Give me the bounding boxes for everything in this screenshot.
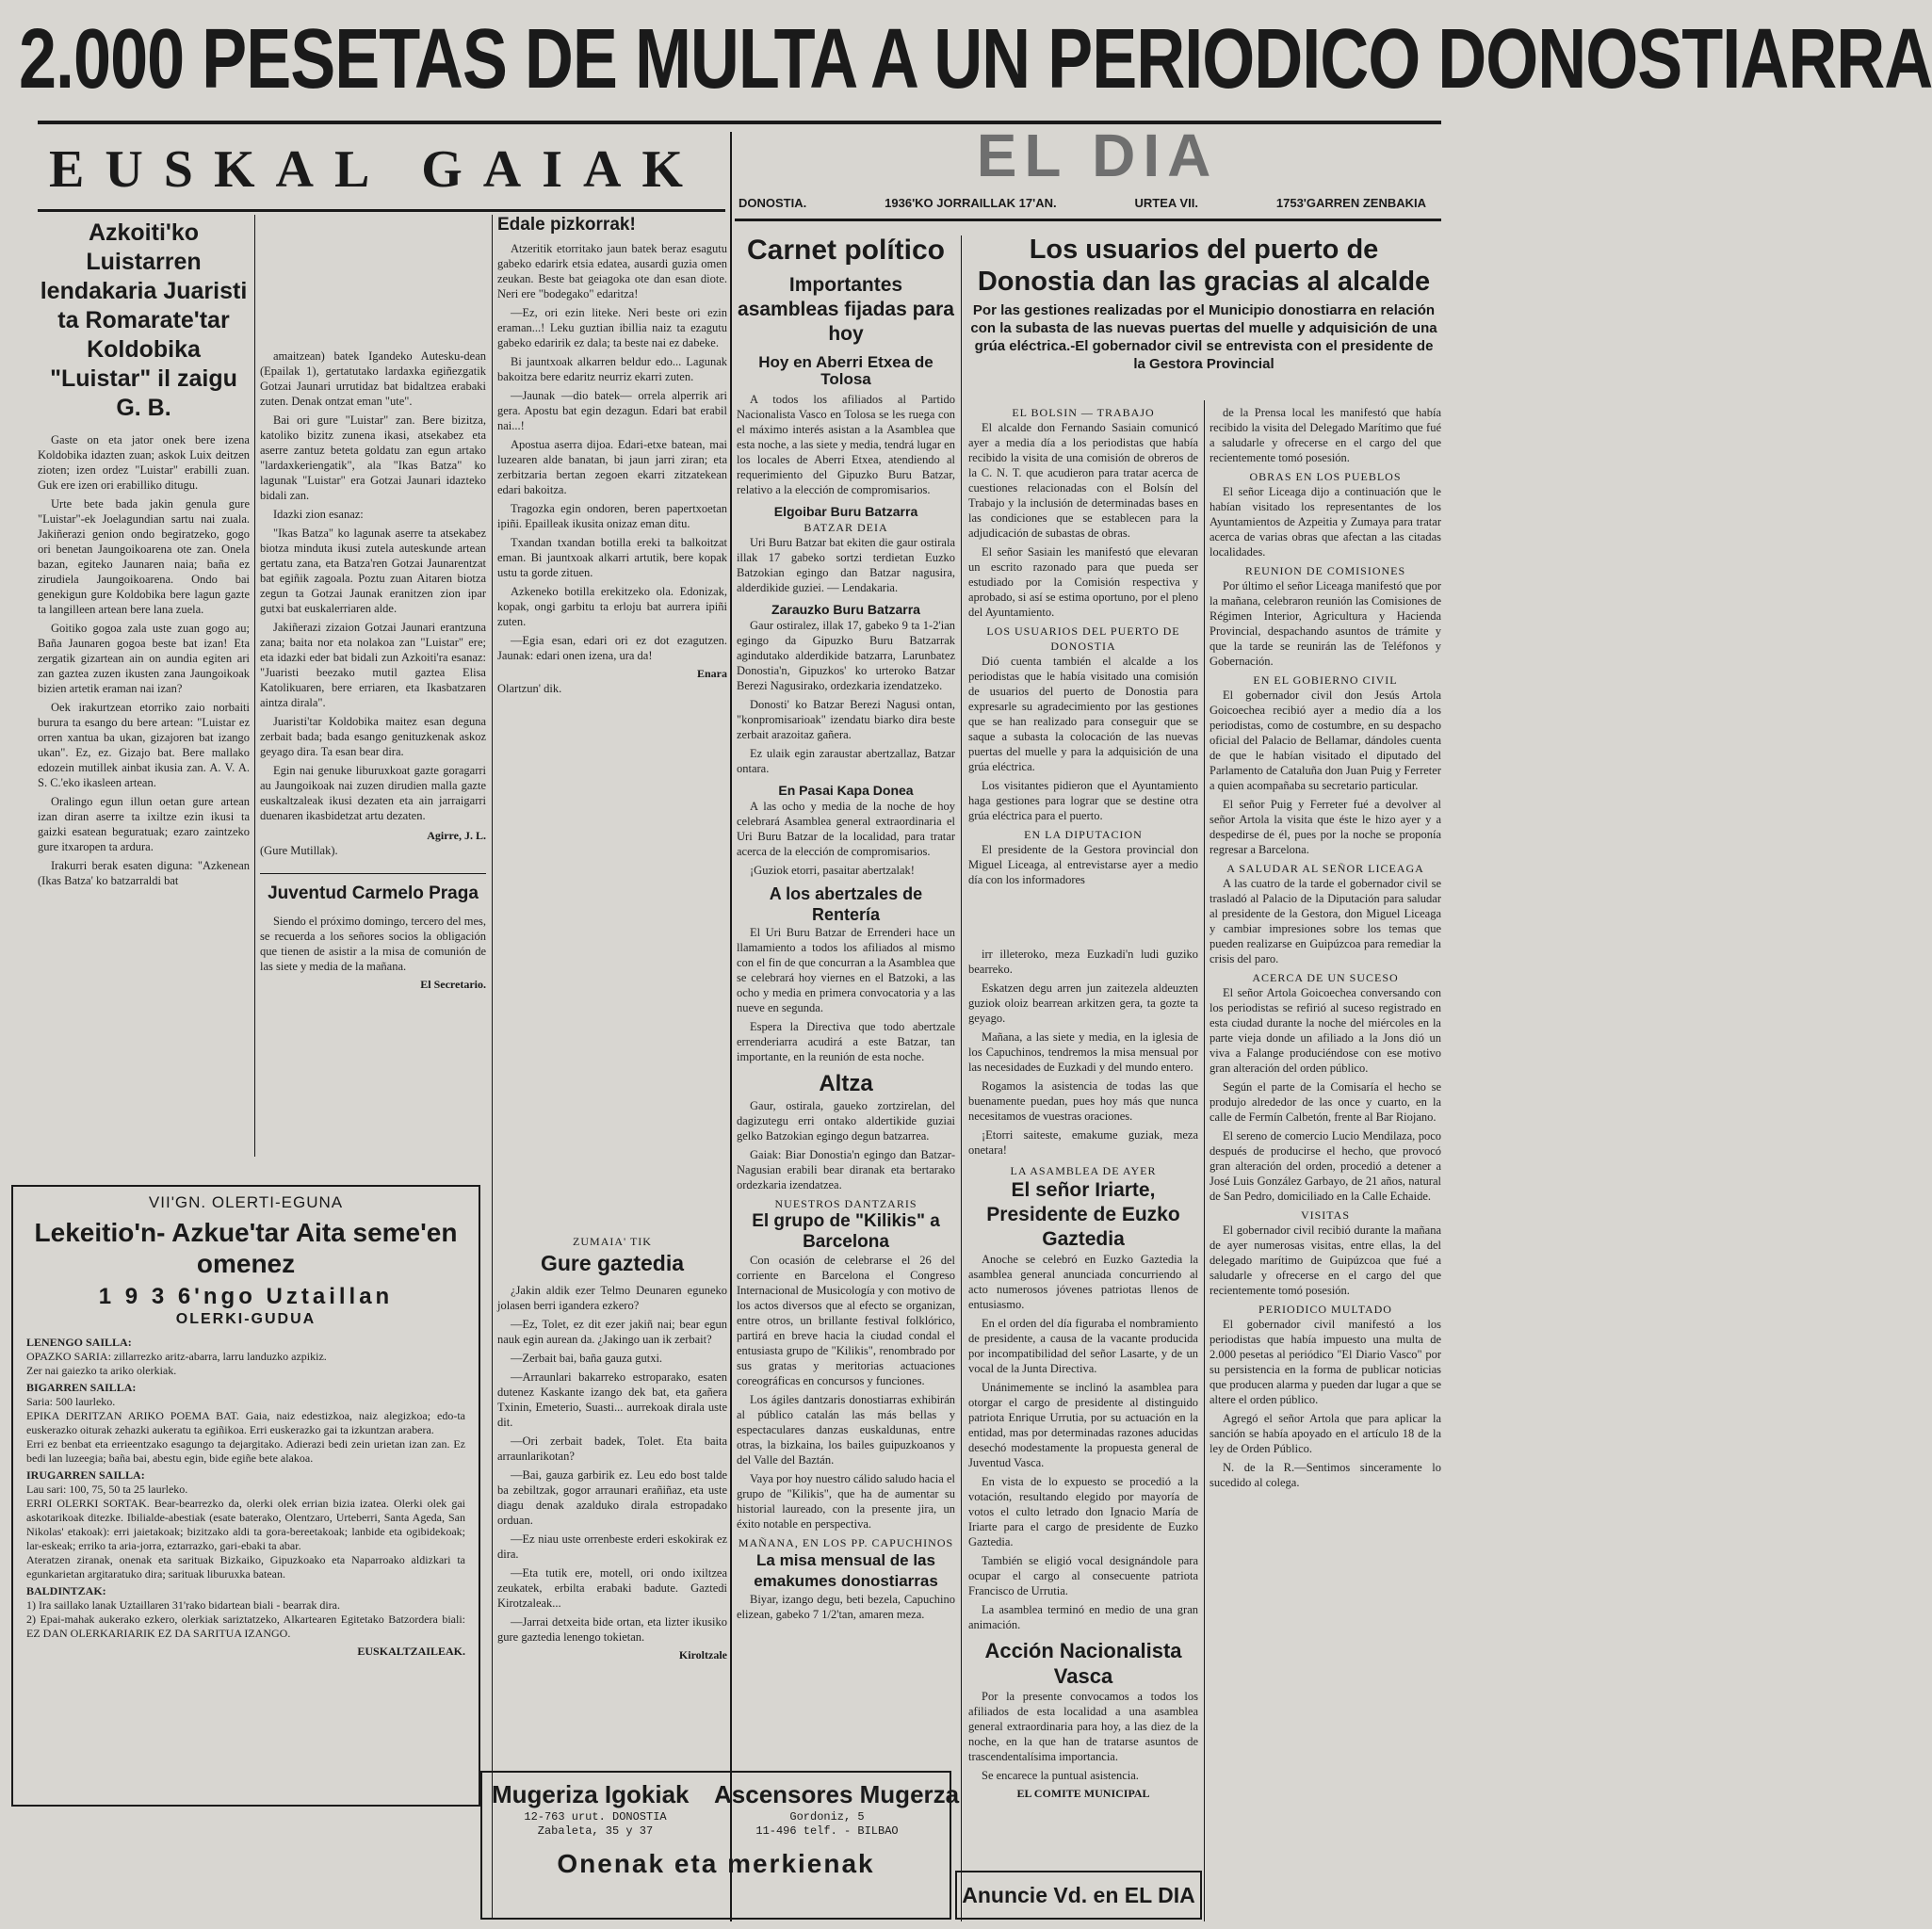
article-body — [737, 799, 955, 878]
masthead-year: URTEA VII. — [1134, 196, 1198, 210]
announcement-body — [26, 1336, 465, 1641]
paragraph: Urte bete bada jakin genula gure "Luistar"-ek Joelagundian sartu nai zuala. Jakiñerazi genion ondo begiratzeko, gogo ori benetan Jaungoikoarena ote zan. Onela bazan, egiteko Jaunaren naia; baña ez zirudiela Jaungoikoarena. Ondo bai genekigun gure Koldobika bere lagun gazte ta langilleen artean bere lana zuela. — [38, 497, 250, 616]
article-gure-gaztedia — [497, 1234, 727, 1750]
paragraph: El sereno de comercio Lucio Mendilaza, poco después de producirse el hecho, que provocó gran alteración del orden, procedió a detener a José Luis González Garbayo, de 21 años, natural de San Pedro, domiciliado en la Calle Echaide. — [1210, 1129, 1441, 1203]
juventud-signature: El Secretario. — [420, 978, 486, 991]
paragraph: Goitiko gogoa zala uste zuan gogo au; Baña Jaunaren gogoa beste bat izan! Eta zergatik gizartean ain on aundia egiten ari zan gaztea zuzen ikusten zana Jaungoikoak bizien artetik eraman nai izan? — [38, 622, 250, 695]
article-title: El señor Iriarte, Presidente de Euzko Gaztedia — [986, 1179, 1180, 1250]
section-label: IRUGARREN SAILLA: — [26, 1468, 145, 1482]
masthead-number: 1753'GARREN ZENBAKIA — [1275, 196, 1426, 210]
column-6 — [1210, 405, 1441, 1921]
article-body — [968, 420, 1198, 620]
article-tag: LA ASAMBLEA DE AYER — [1010, 1164, 1157, 1177]
paragraph: Saria: 500 laurleko. — [26, 1395, 116, 1408]
paragraph: Txandan txandan botilla ereki ta balkoitzat eman. Bi jauntxoak alkarri artutik, bere kopak ustu ta gorde zituen. — [497, 536, 727, 579]
paragraph: —Ez niau uste orrenbeste erderi eskokirak ez dira. — [497, 1532, 727, 1561]
juventud-title: Juventud Carmelo Praga — [260, 873, 486, 908]
paragraph: ¡Etorri saiteste, emakume guziak, meza onetara! — [968, 1128, 1198, 1157]
article-body — [1210, 688, 1441, 857]
article-body — [968, 842, 1198, 887]
paragraph: EPIKA DERITZAN ARIKO POEMA BAT. Gaia, naiz edestizkoa, naiz alegizkoa; edo-ta euskerazko oiturak zehazki aukeratu ta egiñikoa. Erri euskerazko gai ta izkuntzan arabera. — [26, 1409, 465, 1436]
paragraph: Bai ori gure "Luistar" zan. Bere bizitza, katoliko bizitz zunena ikasi, atsekabez eta aserre zantuz beteta goldatu zan egun artako "lardaxkeriengatik", ala "Ikas Batza" ko lagunak "Luistar" era Gotzai Jaunari idazteko bidali zan. — [260, 413, 486, 502]
article-body — [1210, 1223, 1441, 1298]
section-label: BALDINTZAK: — [26, 1584, 106, 1597]
article-title: A los abertzales de Rentería — [769, 884, 923, 924]
article-title: Acción Nacionalista Vasca — [984, 1639, 1182, 1688]
paragraph: Rogamos la asistencia de todas las que buenamente puedan, pues hoy más que nunca necesitamos de vuestras oraciones. — [968, 1079, 1198, 1123]
paragraph: Anoche se celebró en Euzko Gaztedia la asamblea general anunciada concurriendo al acto numerosos jóvenes patriotas llenos de entusiasmo. — [968, 1253, 1198, 1311]
paragraph: ERRI OLERKI SORTAK. Bear-bearrezko da, olerki olek errian bizia izatea. Olerki olek gai askotarikoak ditezke. Ibilialde-abestiak (esate baterako, Olentzaro, Urteberri, Santa Ageda, San Nikolas' etakoak): erri jaietakoak; bizitzako aldi ta gora-bereetakoak; lanbide eta ogibidekoak; lar-eskeak; erriko ta aria-jorra, eztarrazko, gari-ebaki ta abar. — [26, 1497, 465, 1552]
paragraph: Oralingo egun illun oetan gure artean izan diran aserre ta ixiltze ezin ikusi ta gaizki esatean beguratuak; ezaro zaintzeko gure itxaropen ta ardura. — [38, 795, 250, 853]
announcement-signature: EUSKALTZAILEAK. — [357, 1645, 465, 1658]
paragraph: Eskatzen degu arren jun zaitezela aldeuzten guziok oloiz bearrean arkitzen gera, ta gozte ta geyago. — [968, 981, 1198, 1025]
olerki-eguna-announcement — [11, 1185, 480, 1807]
subhead: EN EL GOBIERNO CIVIL — [1253, 673, 1398, 687]
subhead: VISITAS — [1300, 1208, 1351, 1222]
paragraph: Gaiak: Biar Donostia'n egingo dan Batzar-Nagusian erabili bear diranak eta bertarako ordezkaria izendatzea. — [737, 1148, 955, 1191]
article-body — [737, 1592, 955, 1622]
paragraph: Juaristi'tar Koldobika maitez esan deguna zerbait bada; bada esango genituzkenak askoz geyago dira. Ta esan bear dira. — [260, 715, 486, 758]
masthead-info-line — [739, 196, 1426, 215]
paragraph: Según el parte de la Comisaría el hecho se produjo alrededor de las once y cuarto, en la calle de Fermín Calbetón, frente al Bar Riojano. — [1210, 1080, 1441, 1124]
article-title: Azkoiti'ko Luistarren lendakaria Juaristi ta Romarate'tar Koldobika "Luistar" il zaigu G. B. — [40, 219, 248, 421]
article-luistar-continued — [260, 349, 486, 1159]
ad-anuncie-text: Anuncie Vd. en EL DIA — [962, 1883, 1195, 1907]
masthead-logo: EL DIA — [976, 122, 1219, 189]
article-subtitle: Por las gestiones realizadas por el Municipio donostiarra en relación con la subasta de las nuevas puertas del muelle y adquisición de una grúa eléctrica.-El gobernador civil se entrevista con el presidente de la Gestora Provincial — [970, 302, 1437, 372]
paragraph: Lau sari: 100, 75, 50 ta 25 laurleko. — [26, 1483, 188, 1496]
paragraph: Con ocasión de celebrarse el 26 del corriente en Barcelona el Congreso Internacional de Musicología y con motivo de los actos diversos que al efecto se organizan, entre otros, un brillante festival folklórico, partirá en breve hacia la ciudad condal el entusiasta grupo de "Kilikis", renombrado por sus gratas y meritorias actuaciones coreográficas en concursos y funciones. — [737, 1254, 955, 1387]
paragraph: Siendo el próximo domingo, tercero del mes, se recuerda a los señores socios la obligación que tienen de asistir a la misa de comunión de las siete y media de la mañana. — [260, 915, 486, 973]
article-signature: Kiroltzale — [678, 1648, 727, 1662]
article-body — [737, 925, 955, 1064]
paragraph: Vaya por hoy nuestro cálido saludo hacia el grupo de "Kilikis", que ha de aumentar su historial laureado, con la presente jira, un éxito notable en perspectiva. — [737, 1472, 955, 1531]
masthead-rule — [735, 219, 1441, 221]
ad-left-line1: 12-763 urut. DONOSTIA — [524, 1810, 667, 1824]
paragraph: Erri ez benbat eta errieentzako esagungo ta dejargitako. Adierazi bedi zein urietan izan zan. Ez bedi lan luzeegia; baña bai, abestu egin, bide egiñe bete alakoa. — [26, 1437, 465, 1465]
article-body — [968, 1252, 1198, 1632]
paragraph: —Ori zerbait badek, Tolet. Eta baita arraunlarikotan? — [497, 1435, 727, 1463]
subhead: LOS USUARIOS DEL PUERTO DE DONOSTIA — [986, 624, 1180, 653]
masthead-date: 1936'KO JORRAILLAK 17'AN. — [885, 196, 1057, 210]
paragraph: A las ocho y media de la noche de hoy celebrará Asamblea general extraordinaria el Uri Buru Batzar de la localidad, para tratar acerca de la elección de compromisarios. — [737, 800, 955, 858]
ad-left-line2: Zabaleta, 35 y 37 — [537, 1824, 654, 1838]
paragraph: Tragozka egin ondoren, beren papertxoetan ipiñi. Epailleak ikusita onizaz eman ditu. — [497, 502, 727, 530]
ad-right-line2: 11-496 telf. - BILBAO — [755, 1824, 899, 1838]
paragraph: —Arraunlari bakarreko estroparako, esaten dutenez Kaskante izango dek bat, eta gañera Txinin, Emeterio, Suasti... aurrekoak dirala uste dit. — [497, 1370, 727, 1429]
article-body — [497, 1283, 727, 1645]
juventud-body — [260, 914, 486, 974]
paragraph: Ateratzen ziranak, onenak eta sarituak Bizkaiko, Gipuzkoako eta Naparroako aldizkari ta egunkarietan argitaratuko dira; sarituak liburuxka batean. — [26, 1553, 465, 1580]
subhead: REUNION DE COMISIONES — [1244, 564, 1406, 577]
paragraph: —Ez, ori ezin liteke. Neri beste ori ezin eraman...! Leku guztian ibillia naiz ta ezagutu gabeko edaririk ez dala; ta beste nai ez dabeke. — [497, 306, 727, 349]
column-divider-4 — [961, 235, 962, 1921]
paragraph: En el orden del día figuraba el nombramiento de presidente, a causa de la vacante producida por incompatibilidad del señor Lasarte, y de un vocal de la Junta Directiva. — [968, 1317, 1198, 1375]
paragraph: —Bai, gauza garbirik ez. Leu edo bost talde ba zebiltzak, gogor arraunari erañiñaz, eta uste diagu denak azalduko dirala estropadako orduan. — [497, 1468, 727, 1527]
article-title: El grupo de "Kilikis" a Barcelona — [752, 1211, 940, 1252]
section-subtitle: Importantes asambleas fijadas para hoy — [738, 274, 954, 345]
masthead-place: DONOSTIA. — [739, 196, 807, 210]
article-body — [737, 535, 955, 595]
subhead: OBRAS EN LOS PUEBLOS — [1249, 470, 1402, 483]
paragraph: El presidente de la Gestora provincial don Miguel Liceaga, al entrevistarse ayer a medio día con los informadores — [968, 843, 1198, 886]
paragraph: ¡Guziok etorri, pasaitar abertzalak! — [750, 864, 915, 877]
announcement-year: 1 9 3 6'ngo Uztaillan — [98, 1284, 394, 1309]
article-body — [1210, 578, 1441, 669]
paragraph: Biyar, izango degu, beti bezela, Capuchino elizean, gabeko 7 1/2'tan, amaren meza. — [737, 1593, 955, 1621]
article-signature: EL COMITE MUNICIPAL — [1016, 1787, 1150, 1800]
paragraph: N. de la R.—Sentimos sinceramente lo sucedido al colega. — [1210, 1461, 1441, 1489]
paragraph: Por la presente convocamos a todos los afiliados de esta localidad a una asamblea general extraordinaria para hoy, a las diez de la noche, en la que han de tratarse asuntos de trascendentalísima importancia. — [968, 1690, 1198, 1763]
subhead: ACERCA DE UN SUCESO — [1252, 971, 1399, 984]
paragraph: Dió cuenta también el alcalde a los periodistas que le había visitado una comisión de usuarios del puerto de Donostia para expresarle su agradecimiento por las gestiones que se han realizado para conseguir que se saque a subasta la colocación de las nuevas puertas del muelle y para la adquisición de una grúa eléctrica. — [968, 655, 1198, 773]
paragraph: Apostua aserra dijoa. Edari-etxe batean, mai luzearen alde banatan, bi jaun jarri ziran; eta zerbitzaria bertan zegoen ekarri zitzatekean edari bakoitza. — [497, 438, 727, 496]
paragraph: Donosti' ko Batzar Berezi Nagusi ontan, "konpromisarioak" izendatu biarko dira beste zerbait arazoitaz gañera. — [737, 698, 955, 741]
paragraph: El gobernador civil manifestó a los periodistas que había impuesto una multa de 2.000 pesetas al periódico "El Diario Vasco" por su persistencia en la forma de publicar noticias que producen alarma y pueden dar lugar a que se altere el orden público. — [1210, 1318, 1441, 1406]
paragraph: A todos los afiliados al Partido Nacionalista Vasco en Tolosa se les ruega con el máximo interés asistan a la Asamblea que esta noche, a las siete y media, tendrá lugar en los locales de Aberri Etxea, atendiendo al requerimiento del Gipuzko Buru Batzar, relativo a la elección de compromisarios. — [737, 393, 955, 496]
paragraph: Ez ulaik egin zaraustar abertzallaz, Batzar ontara. — [737, 747, 955, 775]
paragraph: Azkeneko botilla erekitzeko ola. Edonizak, kopak, ongi garbitu ta erloju bat aurrera ipiñi zuten. — [497, 585, 727, 628]
paragraph: 1) Ira saillako lanak Uztaillaren 31'rako bidartean biali - bearrak dira. — [26, 1598, 341, 1612]
paragraph: Jakiñerazi zizaion Gotzai Jaunari erantzuna zana; baita nor eta nolakoa zan "Luistar" ere; eta idazki eder bat bidali zun Azkoiti'ra esanaz: "Juaristi beezako mutil gaztea Elisa Katolikuaren, bere erriaren, eta Ikasbatzaren aintza dirala". — [260, 621, 486, 709]
paragraph: El señor Artola Goicoechea conversando con los periodistas se refirió al suceso registrado en esta ciudad durante la noche del miércoles en la parte vieja donde un afiliado a la Jons dió un viva a Falange produciéndose con ese motivo gran alteración del orden público. — [1210, 986, 1441, 1075]
paragraph: de la Prensa local les manifestó que había recibido la visita del Delegado Marítimo que fué a saludarle y ofrecerse en el cargo del que recientemente tomó posesión. — [1210, 406, 1441, 464]
article-body — [38, 432, 250, 888]
paragraph: Gaur, ostirala, gaueko zortzirelan, del dagizutegu erri ontako aldertikide guziai gelko Batzokian egingo degun batzarrea. — [737, 1099, 955, 1143]
section-title: Carnet político — [746, 235, 945, 266]
paragraph: El señor Liceaga dijo a continuación que le habían visitado los representantes de los Ayuntamientos de Azpeitia y Zumaya para tratar acerca de varias obras que afectan a las citadas localidades. — [1210, 485, 1441, 559]
paragraph: El Uri Buru Batzar de Errenderi hace un llamamiento a todos los afiliados al mismo con el fin de que concurran a la Asamblea que se celebrará hoy viernes en el Batzoki, a las ocho y media en primera convocatoria y a las nueve en segunda. — [737, 926, 955, 1014]
front-page-headline: 2.000 PESETAS DE MULTA A UN PERIODICO DONOSTIARRA — [19, 12, 1932, 106]
ad-anuncie — [955, 1871, 1202, 1920]
paragraph: Gaur ostiralez, illak 17, gabeko 9 ta 1-2'ian egingo da Gipuzko Buru Batzarrak agindutako alderdikide batzarra, Larunbatez Donostia'n, Gipuzkos' ko urteroko Batzar Berezi Nagusirako, ordezkaria izendatzeko. — [737, 619, 955, 692]
article-title: Los usuarios del puerto de Donostia dan las gracias al alcalde — [977, 235, 1431, 297]
paragraph: —Ez, Tolet, ez dit ezer jakiñ nai; bear egun nauk egin aurean da. ¿Jakingo uan ik zerbait? — [497, 1318, 727, 1346]
ad-right-line1: Gordoniz, 5 — [789, 1810, 865, 1824]
paragraph: A las cuatro de la tarde el gobernador civil se trasladó al Palacio de la Diputación para saludar al presidente de la Gestora, don Miguel Liceaga y cambiar impresiones sobre los temas que pueden realizarse en Guipúzcoa para remediar la crisis del paro. — [1210, 877, 1441, 965]
article-tag: MAÑANA, EN LOS PP. CAPUCHINOS — [738, 1536, 954, 1549]
paragraph: 2) Epai-mahak aukerako ezkero, olerkiak sariztatzeko, Alkartearen Egitetako Batzordera biali: EZ DAN OLERKARIARIK EZ DA SARITUA IZANGO. — [26, 1613, 465, 1640]
paragraph: El señor Puig y Ferreter fué a devolver al señor Artola la visita que éste le hizo ayer y a despedirse de él, pues por la noche se proponía regresar a Barcelona. — [1210, 798, 1441, 856]
paragraph: Unánimemente se inclinó la asamblea para otorgar el cargo de presidente al distinguido patriota Enrique Urrutia, por su actuación en la entidad, mas por determinadas razones aducidas desechó modestamente la propuesta general de Juventud Vasca. — [968, 1381, 1198, 1469]
paragraph: OPAZKO SARIA: zillarrezko aritz-abarra, larru landuzko azpikiz. — [26, 1350, 327, 1363]
article-body — [968, 654, 1198, 823]
article-body — [968, 947, 1198, 1158]
ad-slogan: Onenak eta merkienak — [557, 1849, 875, 1878]
announcement-top: VII'GN. OLERTI-EGUNA — [148, 1193, 344, 1211]
subhead: EL BOLSIN — TRABAJO — [1012, 406, 1155, 419]
article-body — [260, 349, 486, 823]
carnet-politico — [737, 234, 955, 1920]
ad-right-title: Ascensores Mugerza — [714, 1780, 960, 1808]
section-label: LENENGO SAILLA: — [26, 1336, 132, 1349]
paragraph: Idazki zion esanaz: — [273, 508, 364, 521]
article-source: (Gure Mutillak). — [260, 844, 338, 857]
paragraph: Gaste on eta jator onek bere izena Koldobika idazten zuan; askok Luix deitzen zioten; izen ordez "Luistar" erabilli zuan. Guk ere izen ori erabilliko ditugu. — [38, 433, 250, 492]
paragraph: Mañana, a las siete y media, en la iglesia de los Capuchinos, tendremos la misa mensual por las necesidades de Euzkadi y del mundo entero. — [968, 1030, 1198, 1074]
paragraph: Zer nai gaiezko ta ariko olerkiak. — [26, 1364, 177, 1377]
article-body — [1210, 876, 1441, 966]
column-5-lower — [968, 947, 1198, 1917]
article-title: Gure gaztedia — [540, 1251, 685, 1275]
article-body — [1210, 405, 1441, 465]
paragraph: Los ágiles dantzaris donostiarras exhibirán al público catalán las más bellas y espectaculares danzas euskaldunas, entre otras, la bizkaina, los bailes guipuzkoanos y del Valle del Baztán. — [737, 1393, 955, 1467]
paragraph: En vista de lo expuesto se procedió a la votación, resultando elegido por mayoría de votos el culto letrado don Ignacio María de Iriarte para el cargo de presidente de Euzko Gaztedia. — [968, 1475, 1198, 1548]
paragraph: Se encarece la puntual asistencia. — [982, 1769, 1139, 1782]
paragraph: Los visitantes pidieron que el Ayuntamiento haga gestiones para lograr que se destine otra grúa eléctrica para el puerto. — [968, 779, 1198, 822]
paragraph: —Eta tutik ere, motell, ori ondo ixiltzea zeukatek, erbilta erabaki badute. Gaztedi Kirotzaleak... — [497, 1566, 727, 1610]
paragraph: Irakurri berak esaten diguna: "Azkenean (Ikas Batza' ko batzarraldi bat — [38, 859, 250, 887]
paragraph: También se eligió vocal designándole para ocupar el cargo al consecuente patriota Francisco de Urrutia. — [968, 1554, 1198, 1597]
paragraph: amaitzean) batek Igandeko Autesku-dean (Epailak 1), gertatutako lardaxka egiñezgatik Gotzai Jaunari urrutidaz bat bidaltzea erabaki zuten. Denak ontzat eman "ute". — [260, 349, 486, 408]
paragraph: El gobernador civil recibió durante la mañana de ayer numerosas visitas, entre ellas, la del delegado marítimo de Guipúzcoa que fué a saludarle y ofrecerse en el cargo del que recientemente tomó posesión. — [1210, 1224, 1441, 1297]
article-edale — [497, 215, 727, 1237]
article-tag: ZUMAIA' TIK — [573, 1235, 652, 1248]
paragraph: Oek irakurtzean etorriko zaio norbaiti burura ta esango du bere artean: "Luistar ez orren xantua ba ukan, gizajoren bat izango ukan". Ez, ez. Gizajo bat. Bere mallako edozein mutillek ainbat ikusia zan. A. V. A. S. C.'eko ikasleen artean. — [38, 701, 250, 789]
article-title: Zarauzko Buru Batzarra — [771, 602, 920, 617]
subhead: EN LA DIPUTACION — [1024, 828, 1143, 841]
column-divider-5 — [1204, 400, 1205, 1921]
section-title-rule — [38, 209, 725, 212]
subhead: A SALUDAR AL SEÑOR LICEAGA — [1226, 862, 1424, 875]
paragraph: Espera la Directiva que todo abertzale errenderiarra acudirá a este Batzar, tan importante, en la reunión de esta noche. — [737, 1020, 955, 1063]
paragraph: "Ikas Batza" ko lagunak aserre ta atsekabez biotza minduta ikusi zutela auteskunde artean gertatu zana, eta Batza'ren Gotzai Jaunarentzat bat egiñik zagoala. Poztu zuan Aitaren biotza zegun ta Gotzai Jaunak eranitzen zion ipar gutxi bat euskalerriaren alde. — [260, 527, 486, 615]
article-title: Edale pizkorrak! — [497, 215, 636, 235]
column-divider-main — [730, 132, 732, 1921]
article-signature: Enara — [696, 667, 727, 680]
article-body — [737, 392, 955, 497]
paragraph: Atzeritik etorritako jaun batek beraz esagutu gabeko edarirk etsia edatea, ausardi guzia omen zeukan. Beste bat geiagoka ote dan esan diote. Neri ere "bodegako" edaritza! — [497, 242, 727, 300]
paragraph: —Jaunak —dio batek— orrela alperrik ari gera. Apostu bat egin dezagun. Edari bat erabil nai...! — [497, 389, 727, 432]
paragraph: Uri Buru Batzar bat ekiten die gaur ostirala illak 17 gabeko sortzi terdietan Euzko Batzokian egingo dan Batzar nagusira, alderdikide guziei. — Lendakaria. — [737, 536, 955, 594]
paragraph: —Jarrai detxeita bide ortan, eta lizter ikusiko gure gaztedia lenengo tokietan. — [497, 1615, 727, 1644]
paragraph: ¿Jakin aldik ezer Telmo Deunaren eguneko jolasen berri igandera ezkero? — [497, 1284, 727, 1312]
paragraph: —Egia esan, edari ori ez dot ezagutzen. Jaunak: edari onen izena, ura da! — [497, 634, 727, 662]
article-signature: Agirre, J. L. — [427, 829, 486, 842]
paragraph: El gobernador civil don Jesús Artola Goicoechea recibió ayer a medio día a los periodistas, como de costumbre, en su despacho oficial del Palacio de Bellamar, dándoles cuenta de que le habían visitado el diputado del Parlamento de Cataluña don Juan Puig y Ferreter a quien acompañaba su secretario particular. — [1210, 689, 1441, 792]
article-tag: BATZAR DEIA — [804, 521, 888, 534]
article-body — [497, 241, 727, 663]
paragraph: El alcalde don Fernando Sasiain comunicó ayer a media día a los periodistas que había recibido la visita de una comisión de obreros de la C. N. T. que acudieron para tratar acerca de cuestiones relacionadas con el Bolsín del Trabajo y la inclusión de determinadas bases en las condiciones que se establecen para la adjudicación de subastas de obras. — [968, 421, 1198, 540]
article-tag: NUESTROS DANTZARIS — [774, 1197, 917, 1210]
article-usuarios-puerto-header — [968, 234, 1439, 398]
announcement-subtitle: OLERKI-GUDUA — [175, 1311, 317, 1327]
article-luistar — [38, 219, 250, 1160]
article-body — [1210, 484, 1441, 559]
paragraph: irr illeteroko, meza Euzkadi'n ludi guziko bearreko. — [968, 948, 1198, 976]
paragraph: —Zerbait bai, baña gauza gutxi. — [511, 1352, 663, 1365]
article-title: En Pasai Kapa Donea — [778, 783, 914, 798]
column-divider-2 — [492, 215, 493, 1920]
announcement-title: Lekeitio'n- Azkue'tar Aita seme'en omenez — [34, 1218, 458, 1278]
paragraph: Egin nai genuke liburuxkoat gazte goragarri au Jaungoikoak nai zuzen dirudien malla gazte euskaltzaleak ikusi dezaten eta ain jarraigarri duenaren ikasbidetzat artu dezaten. — [260, 764, 486, 822]
article-title: Hoy en Aberri Etxea de Tolosa — [758, 353, 934, 388]
article-body — [1210, 1317, 1441, 1490]
article-source: Olartzun' dik. — [497, 682, 562, 695]
article-title: La misa mensual de las emakumes donostiarras — [754, 1551, 938, 1590]
article-title: Altza — [819, 1071, 873, 1096]
paragraph: El señor Sasiain les manifestó que elevaran un escrito razonado para que pueda ser estudiado por la Comisión respectiva y aprobado, si así se estima oportuno, por el pleno del Ayuntamiento. — [968, 545, 1198, 619]
paragraph: Agregó el señor Artola que para aplicar la sanción se había apoyado en el artículo 18 de la ley de Orden Público. — [1210, 1412, 1441, 1455]
section-label: BIGARREN SAILLA: — [26, 1381, 137, 1394]
article-body — [968, 1689, 1198, 1783]
paragraph: La asamblea terminó en medio de una gran animación. — [968, 1603, 1198, 1631]
article-title: Elgoibar Buru Batzarra — [773, 504, 918, 519]
section-title-euskal-gaiak: EUSKAL GAIAK — [49, 140, 704, 199]
subhead: PERIODICO MULTADO — [1258, 1303, 1392, 1316]
ad-left-title: Mugeriza Igokiak — [492, 1780, 690, 1808]
column-divider-1 — [254, 215, 255, 1157]
paragraph: Por último el señor Liceaga manifestó que por la mañana, celebraron reunión las Comisiones de Régimen Interior, Agricultura y Hacienda Provincial, despachando asuntos de trámite y que la tarde se reunirán las de Teléfonos y Gobernación. — [1210, 579, 1441, 668]
article-body — [1210, 985, 1441, 1204]
article-body — [737, 1098, 955, 1192]
paragraph: Bi jauntxoak alkarren beldur edo... Lagunak bakoitza bere edaritz neurriz ekarri zuten. — [497, 355, 727, 383]
article-body — [737, 618, 955, 776]
article-body — [737, 1253, 955, 1532]
